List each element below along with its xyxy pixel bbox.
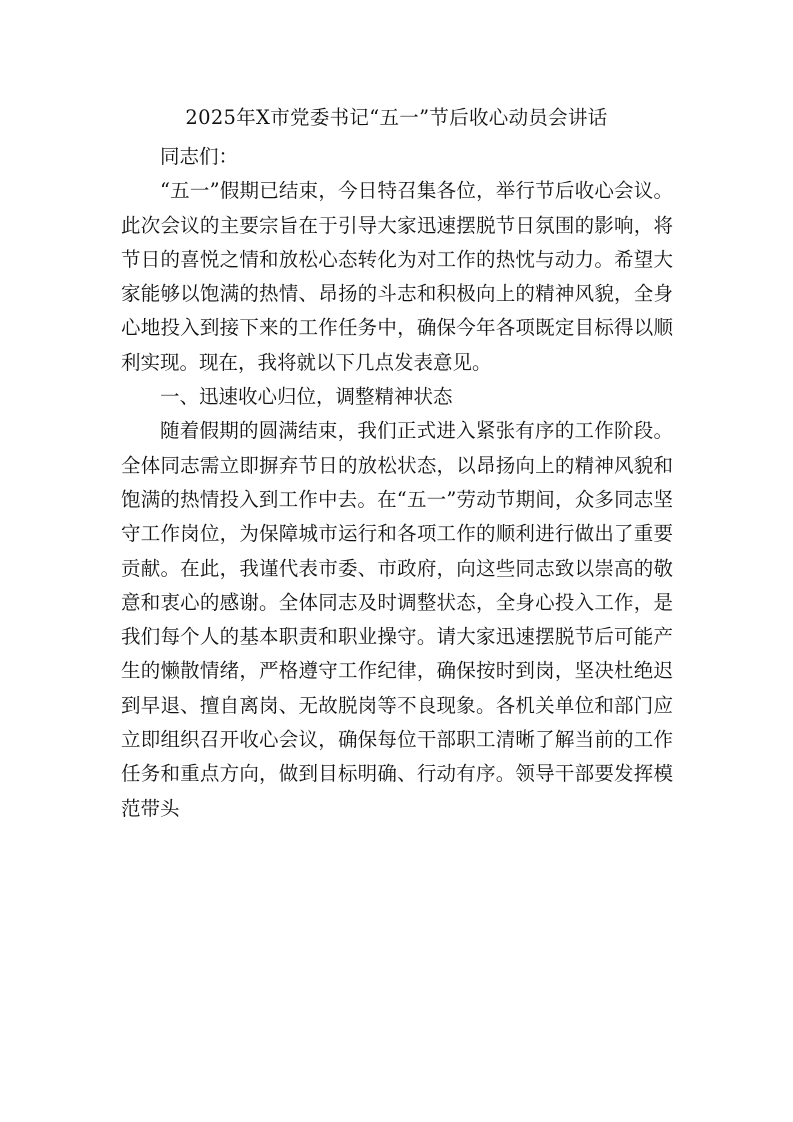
document-body: [121, 140, 673, 826]
salutation: 同志们：: [160, 145, 239, 168]
section-heading: 一、迅速收心归位，调整精神状态: [160, 385, 453, 409]
section-paragraph: 随着假期的圆满结束，我们正式进入紧张有序的工作阶段。全体同志需立即摒弃节日的放松状态，以昂扬向上的精神风貌和饱满的热情投入到工作中去。在“五一”劳动节期间，众多同志坚守工作岗位，为保障城市运行和各项工作的顺利进行做出了重要贡献。在此，我谨代表市委、市政府，向这些同志致以崇高的敬意和衷心的感谢。全体同志及时调整状态，全身心投入工作，是我们每个人的基本职责和职业操守。请大家迅速摆脱节后可能产生的懒散情绪，严格遵守工作纪律，确保按时到岗，坚决杜绝迟到早退、擅自离岗、无故脱岗等不良现象。各机关单位和部门应立即组织召开收心会议，确保每位干部职工清晰了解当前的工作任务和重点方向，做到目标明确、行动有序。领导干部要发挥模范带头: [121, 419, 673, 820]
document-title: 2025年X市党委书记“五一”节后收心动员会讲话: [185, 106, 608, 129]
intro-paragraph: “五一”假期已结束，今日特召集各位，举行节后收心会议。此次会议的主要宗旨在于引导大家迅速摆脱节日氛围的影响，将节日的喜悦之情和放松心态转化为对工作的热忱与动力。希望大家能够以饱满的热情、昂扬的斗志和积极向上的精神风貌，全身心地投入到接下来的工作任务中，确保今年各项既定目标得以顺利实现。现在，我将就以下几点发表意见。: [121, 179, 673, 374]
